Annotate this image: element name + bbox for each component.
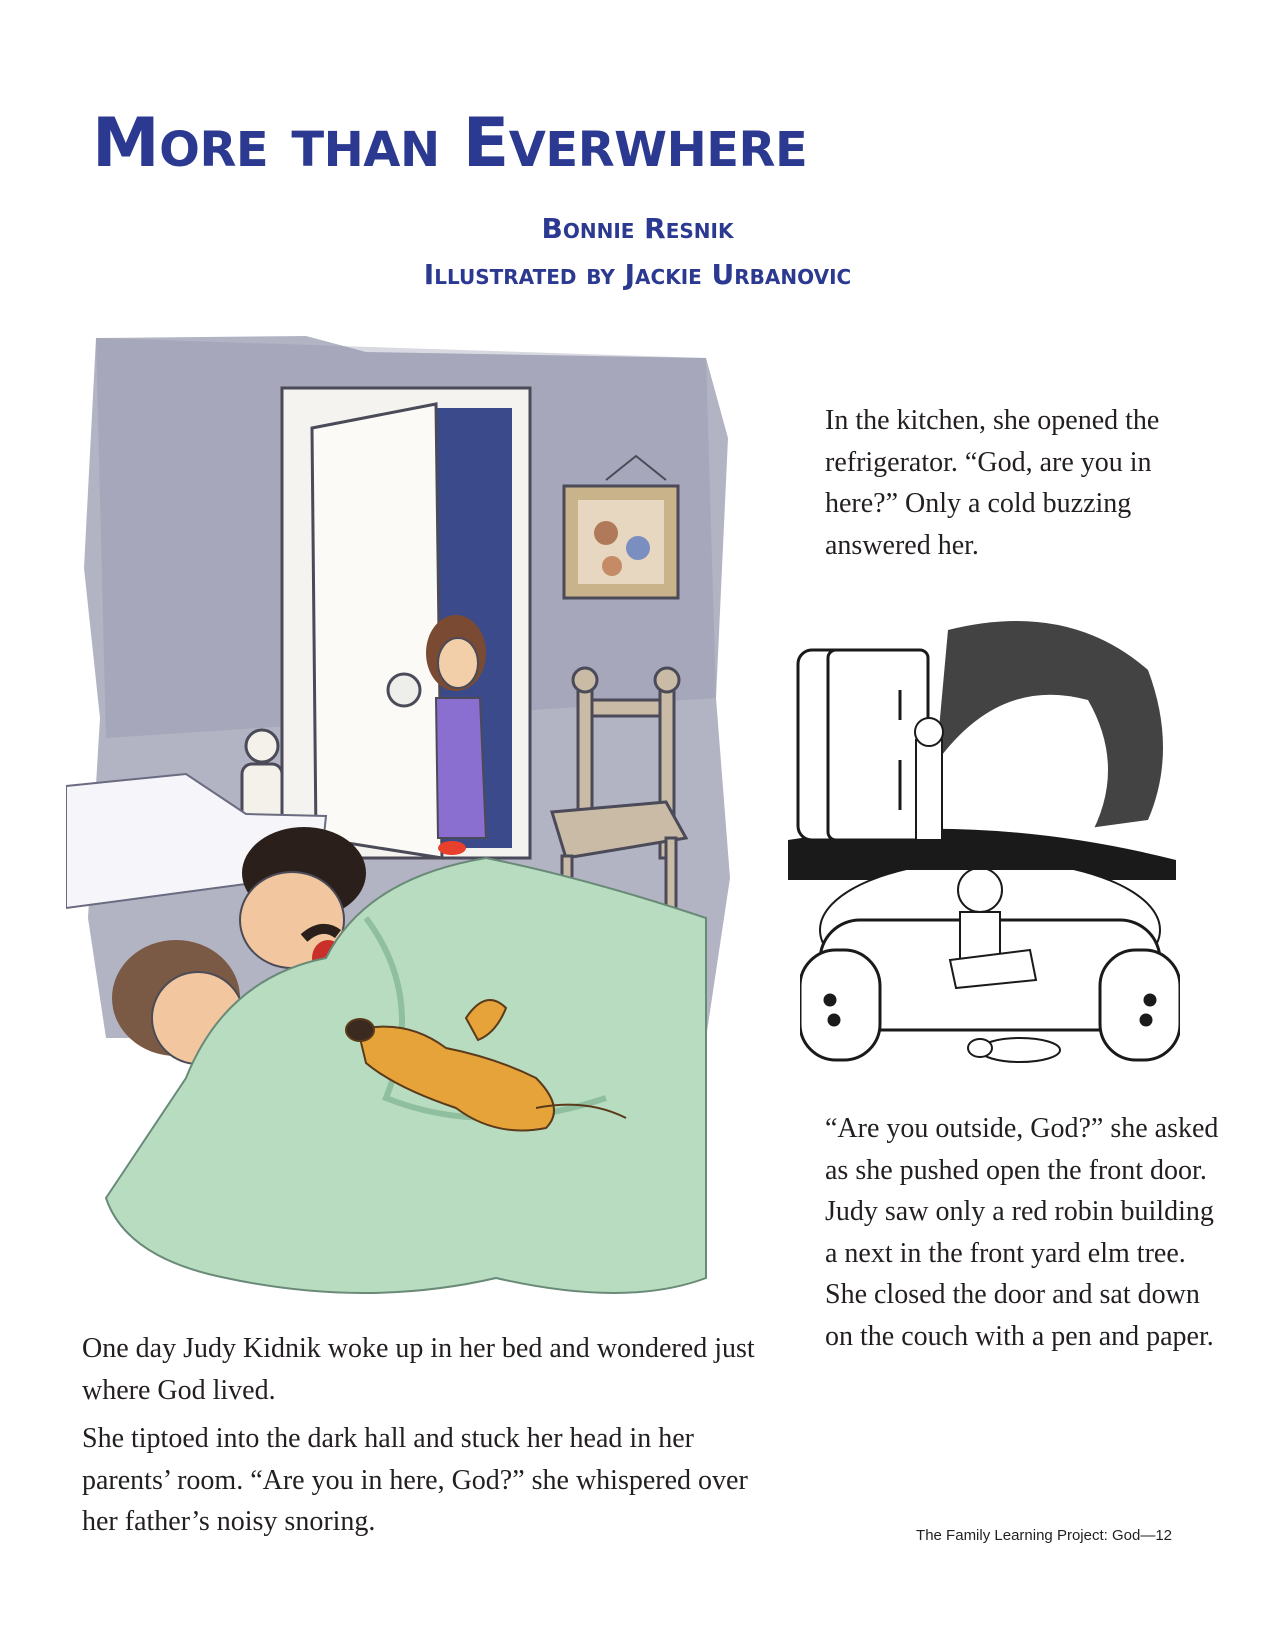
door-knob <box>388 674 420 706</box>
tiptoe-paragraph: She tiptoed into the dark hall and stuck her head in her parents’ room. “Are you in here, God?” she whispered over her father’s noisy snoring. <box>82 1423 748 1537</box>
bedroom-illustration <box>66 318 756 1334</box>
refrigerator-illustration <box>788 610 1176 880</box>
couch-illustration <box>800 870 1180 1070</box>
opening-paragraph: One day Judy Kidnik woke up in her bed and wondered just where God lived. <box>82 1333 755 1406</box>
outside-paragraph: “Are you outside, God?” she asked as she pushed open the front door. Judy saw only a red robin building a next in the front yard elm tree. She closed the door and sat down on the couch with a pen and paper. <box>825 1113 1219 1352</box>
page-title: More than Everwhere <box>92 104 808 183</box>
girl-at-fridge <box>915 718 943 840</box>
illustrator-byline: Illustrated by Jackie Urbanovic <box>423 258 852 291</box>
dog-on-floor <box>968 1038 1060 1062</box>
author-byline: Bonnie Resnik <box>541 212 734 245</box>
open-door <box>312 404 442 858</box>
running-footer: The Family Learning Project: God—12 <box>916 1527 1172 1544</box>
fridge-body <box>798 650 928 840</box>
kitchen-paragraph: In the kitchen, she opened the refrigerator. “God, are you in here?” Only a cold buzzing answered her. <box>825 405 1160 561</box>
